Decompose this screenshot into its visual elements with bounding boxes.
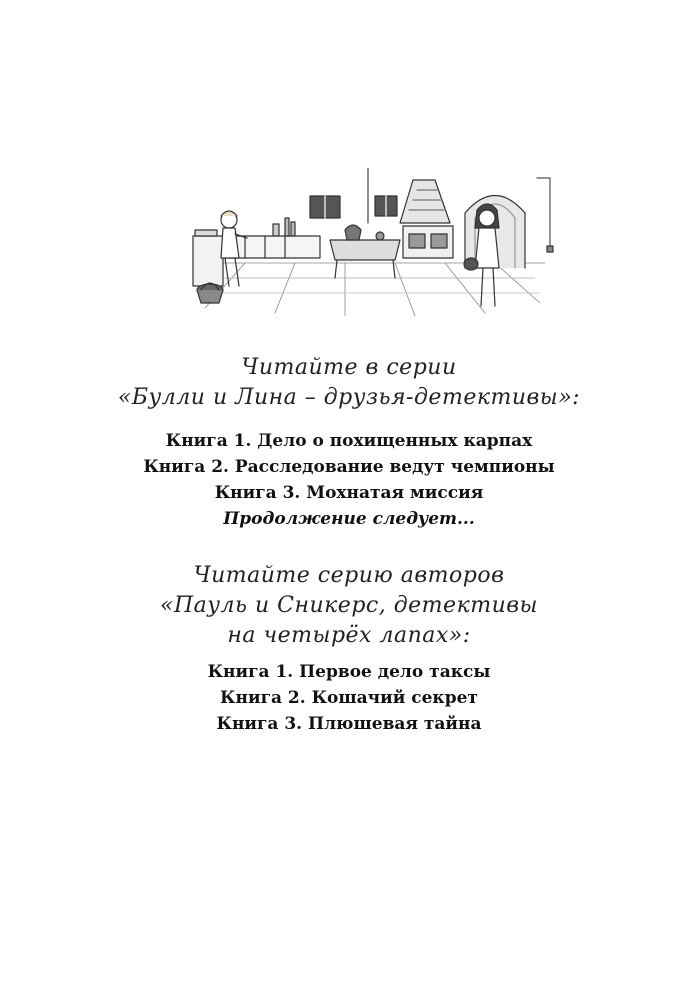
series2-heading-line1: Читайте серию авторов (193, 563, 505, 588)
series2-heading-line2: «Пауль и Сникерс, детективы (160, 593, 538, 618)
series1-continuation: Продолжение следует... (223, 509, 475, 529)
series2-book-list (0, 659, 698, 737)
series1-heading (0, 353, 698, 413)
series2-book-3: Книга 3. Плюшевая тайна (216, 714, 482, 734)
series1-book-list (0, 428, 698, 532)
series1-book-1: Книга 1. Дело о похищенных карпах (165, 431, 533, 451)
series1-heading-line1: Читайте в серии (241, 355, 457, 380)
floor-lines (195, 263, 545, 316)
series1-book-2: Книга 2. Расследование ведут чемпионы (143, 457, 555, 477)
kitchen-scene-illustration (185, 168, 555, 318)
series1-heading-line2: «Булли и Лина – друзья-детективы»: (117, 385, 581, 410)
series2-book-2: Книга 2. Кошачий секрет (220, 688, 478, 708)
stove-with-hood (400, 180, 453, 258)
kitchen-table (330, 225, 400, 278)
series1-book-3: Книга 3. Мохнатая миссия (214, 483, 484, 503)
basket-left (197, 283, 223, 303)
series2-book-1: Книга 1. Первое дело таксы (207, 662, 491, 682)
series2-heading (0, 561, 698, 651)
kitchen-windows (310, 196, 397, 218)
series2-heading-line3: на четырёх лапах»: (227, 623, 471, 648)
kitchen-counter (193, 218, 320, 286)
